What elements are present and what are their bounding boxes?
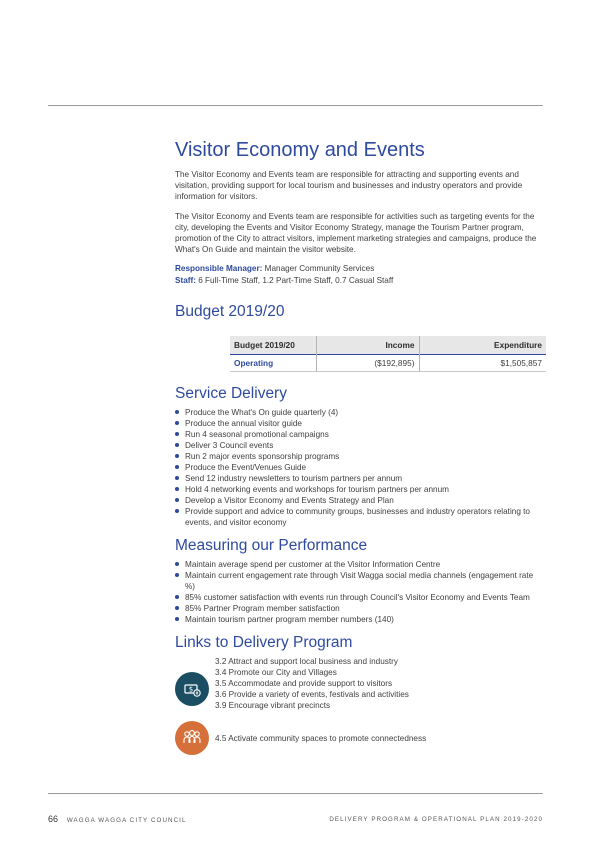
list-item: Send 12 industry newsletters to tourism partners per annum xyxy=(175,473,545,484)
link-item: 3.9 Encourage vibrant precincts xyxy=(215,700,331,710)
list-item: 85% Partner Program member satisfaction xyxy=(175,603,545,614)
intro-paragraph-2: The Visitor Economy and Events team are responsible for activities such as targeting events for the city, developing the Events and Visitor Economy Strategy, manage the Tourism Partner program, promotion of the City to attract visitors, implement marketing strategies and campaigns, produce the What's On Guide and maintain the visitor website. xyxy=(175,211,537,255)
list-item: Hold 4 networking events and workshops for tourism partners per annum xyxy=(175,484,545,495)
list-item: Produce the annual visitor guide xyxy=(175,418,545,429)
budget-col-income: Income xyxy=(316,336,419,355)
performance-list xyxy=(175,559,545,625)
table-row xyxy=(230,354,546,371)
performance-heading: Measuring our Performance xyxy=(175,536,368,554)
service-delivery-heading: Service Delivery xyxy=(175,384,287,402)
budget-table-header xyxy=(230,336,546,355)
link-item: 3.5 Accommodate and provide support to visitors xyxy=(215,678,393,688)
list-item: Maintain tourism partner program member numbers (140) xyxy=(175,614,545,625)
responsible-manager-value: Manager Community Services xyxy=(264,264,375,274)
top-divider xyxy=(48,105,543,106)
list-item: Maintain current engagement rate through Visit Wagga social media channels (engagement rate %) xyxy=(175,570,545,592)
list-item: Deliver 3 Council events xyxy=(175,440,545,451)
responsible-manager-line xyxy=(175,263,545,274)
staff-label: Staff: xyxy=(175,275,196,285)
links-heading: Links to Delivery Program xyxy=(175,633,353,651)
budget-row-income: ($192,895) xyxy=(316,354,419,371)
budget-row-expenditure: $1,505,857 xyxy=(419,354,546,371)
footer-document-title: DELIVERY PROGRAM & OPERATIONAL PLAN 2019-2020 xyxy=(329,816,543,823)
budget-row-label: Operating xyxy=(234,357,274,368)
staff-line xyxy=(175,275,545,286)
staff-value: 6 Full-Time Staff, 1.2 Part-Time Staff, 0.7 Casual Staff xyxy=(198,275,394,285)
page-number: 66 xyxy=(48,814,59,824)
links-section xyxy=(175,656,545,755)
footer-left xyxy=(48,814,187,824)
community-icon xyxy=(175,721,209,755)
main-content xyxy=(175,138,545,755)
intro-paragraph-1: The Visitor Economy and Events team are responsible for attracting and supporting events and visitation, providing support for local tourism and businesses and industry operators and provide information for visitors. xyxy=(175,170,523,202)
link-item: 3.6 Provide a variety of events, festivals and activities xyxy=(215,689,409,699)
budget-col-period: Budget 2019/20 xyxy=(230,336,316,355)
link-item: 3.4 Promote our City and Villages xyxy=(215,667,337,677)
budget-table xyxy=(230,336,546,372)
money-icon xyxy=(175,672,209,706)
list-item: Produce the Event/Venues Guide xyxy=(175,462,545,473)
link-group-economy xyxy=(175,656,545,711)
service-delivery-list xyxy=(175,407,545,528)
bottom-divider xyxy=(48,793,543,794)
list-item: Run 2 major events sponsorship programs xyxy=(175,451,545,462)
list-item: Maintain average spend per customer at the Visitor Information Centre xyxy=(175,559,545,570)
link-group-community xyxy=(175,721,545,755)
list-item: 85% customer satisfaction with events run through Council's Visitor Economy and Events Team xyxy=(175,592,545,603)
svg-text:$: $ xyxy=(188,685,194,694)
responsible-manager-label: Responsible Manager: xyxy=(175,264,263,274)
list-item: Run 4 seasonal promotional campaigns xyxy=(175,429,545,440)
link-item: 4.5 Activate community spaces to promote connectedness xyxy=(215,733,427,743)
page-title: Visitor Economy and Events xyxy=(175,139,425,161)
footer-org: WAGGA WAGGA CITY COUNCIL xyxy=(66,817,187,824)
budget-col-expenditure: Expenditure xyxy=(419,336,546,355)
budget-heading: Budget 2019/20 xyxy=(175,302,285,320)
link-item: 3.2 Attract and support local business and industry xyxy=(215,656,398,666)
list-item: Develop a Visitor Economy and Events Strategy and Plan xyxy=(175,495,545,506)
list-item: Provide support and advice to community groups, businesses and industry operators relating to events, and visitor economy xyxy=(175,506,545,528)
list-item: Produce the What's On guide quarterly (4) xyxy=(175,407,545,418)
